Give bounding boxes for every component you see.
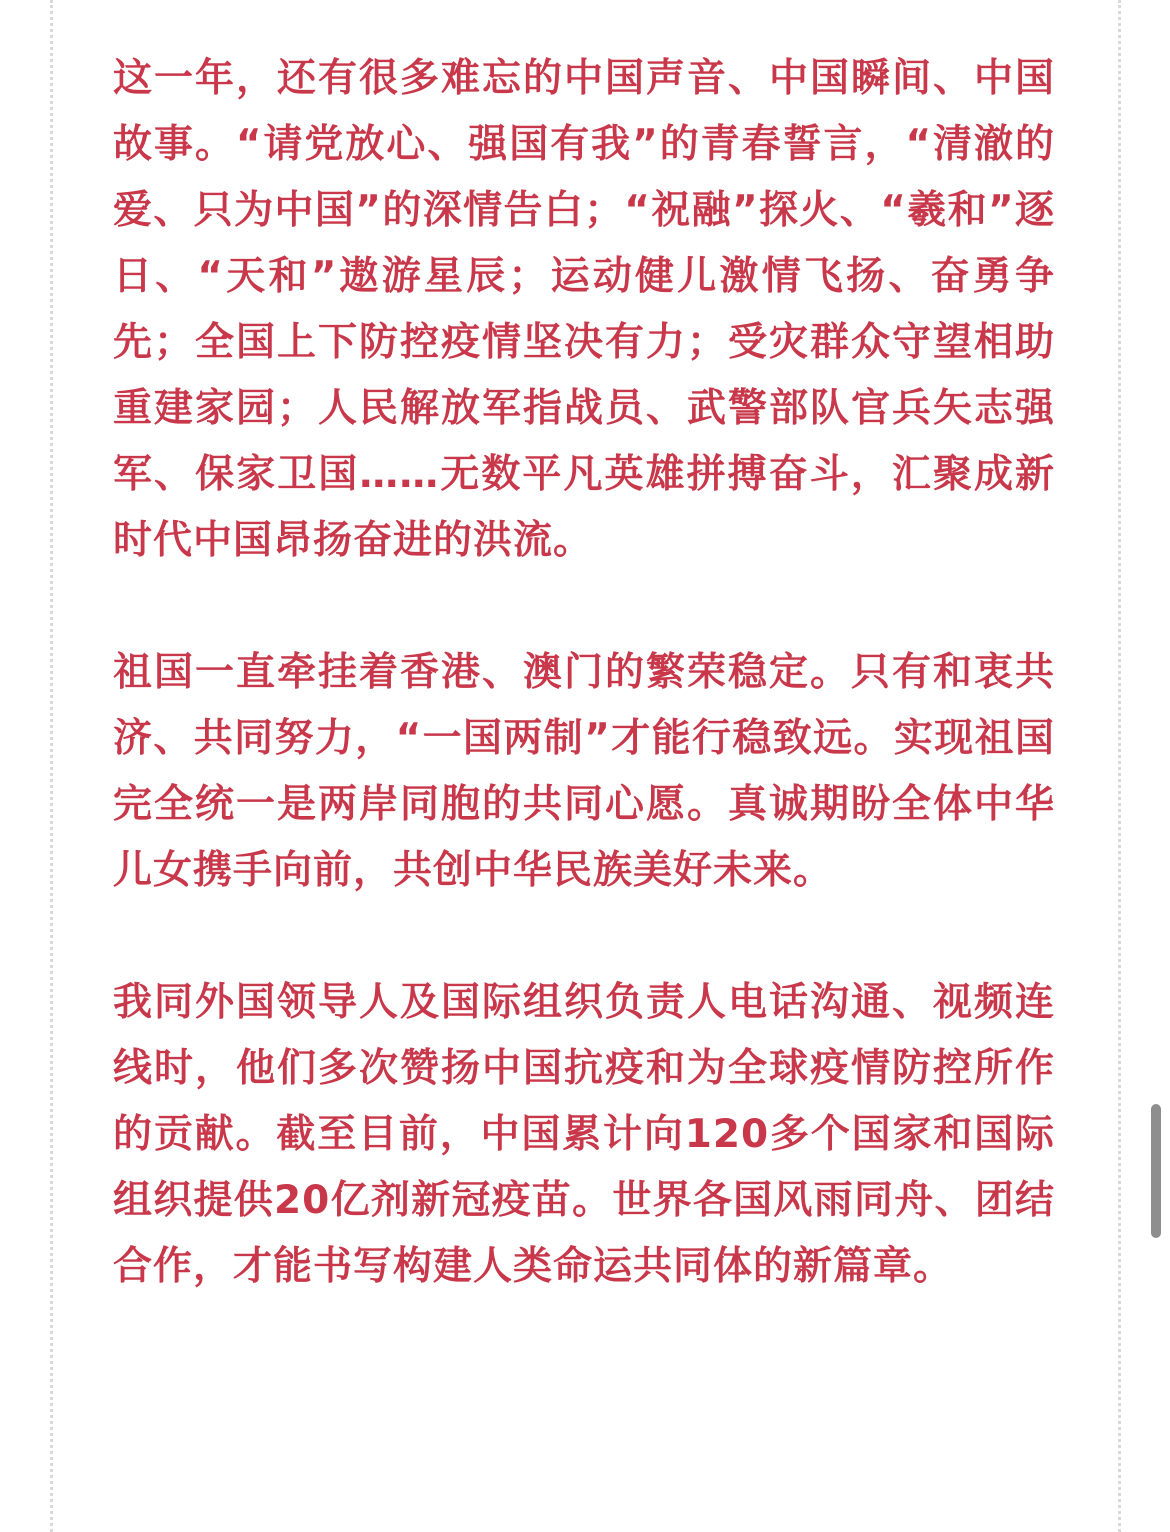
left-border — [50, 0, 53, 1532]
paragraph-2: 祖国一直牵挂着香港、澳门的繁荣稳定。只有和衷共济、共同努力，“一国两制”才能行稳致远。实现祖国完全统一是两岸同胞的共同心愿。真诚期盼全体中华儿女携手向前，共创中华民族美好未来。 — [113, 650, 1055, 893]
right-border — [1118, 0, 1121, 1532]
scrollbar-thumb[interactable] — [1151, 1104, 1161, 1238]
article-body — [113, 46, 1055, 1300]
paragraph-3: 我同外国领导人及国际组织负责人电话沟通、视频连线时，他们多次赞扬中国抗疫和为全球疫情防控所作的贡献。截至目前，中国累计向120多个国家和国际组织提供20亿剂新冠疫苗。世界各国风雨同舟、团结合作，才能书写构建人类命运共同体的新篇章。 — [113, 980, 1055, 1289]
paragraph-1: 这一年，还有很多难忘的中国声音、中国瞬间、中国故事。“请党放心、强国有我”的青春誓言，“清澈的爱、只为中国”的深情告白；“祝融”探火、“羲和”逐日、“天和”遨游星辰；运动健儿激情飞扬、奋勇争先；全国上下防控疫情坚决有力；受灾群众守望相助重建家园；人民解放军指战员、武警部队官兵矢志强军、保家卫国……无数平凡英雄拼搏奋斗，汇聚成新时代中国昂扬奋进的洪流。 — [113, 56, 1055, 563]
